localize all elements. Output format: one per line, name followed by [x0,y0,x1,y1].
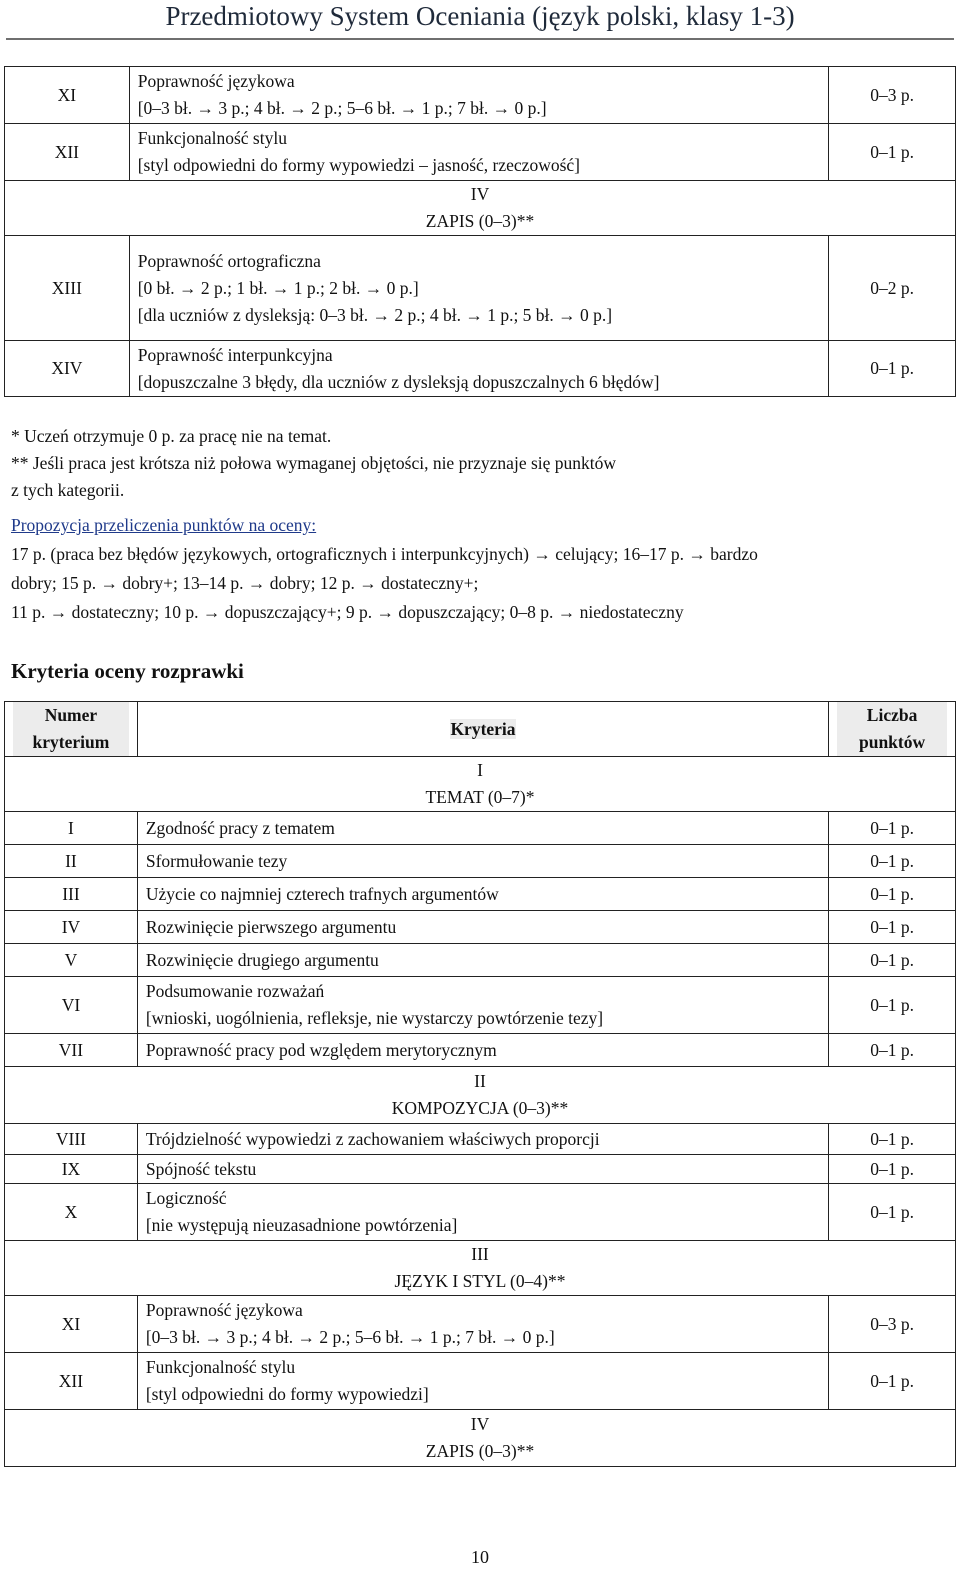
criterion-title: Poprawność językowa [137,71,295,91]
table-row [5,977,956,1034]
grade-conversion [11,541,941,626]
footnote-double-star-cont: z tych kategorii. [11,480,125,500]
section-title: ZAPIS (0–3)** [425,211,535,231]
grade-conversion-line: 17 p. (praca bez błędów językowych, ortograficznych i interpunkcyjnych) → celujący; 16–17 p. → bardzo [11,544,758,564]
criterion-text: Rozwinięcie pierwszego argumentu [137,911,828,944]
table-row [5,1184,956,1241]
section-header [5,181,956,236]
criterion-number: XIII [5,236,130,341]
criterion-number: VIII [5,1124,138,1155]
criterion-text [129,236,828,341]
criterion-text: Sformułowanie tezy [137,845,828,878]
criterion-title: Funkcjonalność stylu [145,1357,296,1377]
criterion-text [137,977,828,1034]
criterion-title: Logiczność [145,1188,227,1208]
table-row [5,236,956,341]
criterion-number: XII [5,1353,138,1410]
section-header [5,1410,956,1467]
criterion-number: XIV [5,341,130,397]
table-row [5,911,956,944]
criterion-text [137,1353,828,1410]
notes-block [11,423,941,626]
criterion-detail: [wnioski, uogólnienia, refleksje, nie wystarczy powtórzenie tezy] [145,1008,604,1028]
criterion-number: I [5,812,138,845]
section-number: I [477,760,483,780]
criterion-points: 0–1 p. [829,1353,956,1410]
table-row [5,341,956,397]
criterion-number: XI [5,67,130,124]
criterion-points: 0–1 p. [829,845,956,878]
footnote-double-star: ** Jeśli praca jest krótsza niż połowa wymaganej objętości, nie przyznaje się punktów [11,453,617,473]
criterion-points: 0–1 p. [829,1184,956,1241]
table-row [5,812,956,845]
criterion-detail: [0–3 bł. → 3 p.; 4 bł. → 2 p.; 5–6 bł. → 1 p.; 7 bł. → 0 p.] [145,1327,555,1347]
criterion-points: 0–1 p. [829,124,956,181]
criterion-points: 0–1 p. [829,1155,956,1184]
criterion-text: Trójdzielność wypowiedzi z zachowaniem właściwych proporcji [137,1124,828,1155]
column-header-label: Liczba [837,702,947,729]
criterion-points: 0–1 p. [829,812,956,845]
criterion-text [137,1184,828,1241]
criterion-number: II [5,845,138,878]
criterion-text: Rozwinięcie drugiego argumentu [137,944,828,977]
criterion-text: Poprawność pracy pod względem merytorycznym [137,1034,828,1067]
criterion-points: 0–3 p. [829,67,956,124]
criterion-points: 0–1 p. [829,977,956,1034]
footnote-single-star: * Uczeń otrzymuje 0 p. za pracę nie na temat. [11,426,332,446]
criterion-number: III [5,878,138,911]
section-header [5,1067,956,1124]
column-header-label: kryterium [13,729,129,756]
header-divider [6,38,954,40]
criterion-text: Zgodność pracy z tematem [137,812,828,845]
criterion-number: V [5,944,138,977]
criterion-detail: [styl odpowiedni do formy wypowiedzi – jasność, rzeczowość] [137,155,580,175]
section-title: TEMAT (0–7)* [425,787,535,807]
section-title: JĘZYK I STYL (0–4)** [394,1271,566,1291]
section-header [5,1241,956,1296]
table-row [5,1296,956,1353]
page-number: 10 [471,1547,489,1567]
criterion-detail: [dla uczniów z dysleksją: 0–3 bł. → 2 p.; 4 bł. → 1 p.; 5 bł. → 0 p.] [137,304,613,325]
criterion-number: X [5,1184,138,1241]
criterion-title: Poprawność interpunkcyjna [137,344,333,365]
criteria-table [4,701,956,1467]
criterion-title: Podsumowanie rozważań [145,981,325,1001]
section-number: III [471,1244,489,1264]
section-row [5,1241,956,1296]
criterion-points: 0–1 p. [829,341,956,397]
criterion-number: IX [5,1155,138,1184]
criterion-text: Spójność tekstu [137,1155,828,1184]
criterion-detail: [nie występują nieuzasadnione powtórzenia] [145,1215,458,1235]
criterion-text [129,67,828,124]
criterion-points: 0–1 p. [829,911,956,944]
criterion-title: Poprawność językowa [145,1300,303,1320]
criterion-points: 0–1 p. [829,878,956,911]
criterion-text: Użycie co najmniej czterech trafnych argumentów [137,878,828,911]
section-row [5,1410,956,1467]
column-header-points [829,702,956,757]
grade-conversion-title: Propozycja przeliczenia punktów na oceny: [11,515,317,535]
criterion-number: VII [5,1034,138,1067]
criterion-detail: [styl odpowiedni do formy wypowiedzi] [145,1384,429,1404]
criterion-points: 0–1 p. [829,1124,956,1155]
criterion-detail: [0 bł. → 2 p.; 1 bł. → 1 p.; 2 bł. → 0 p.] [137,277,419,298]
section-row [5,181,956,236]
criterion-number: XII [5,124,130,181]
column-header-criteria: Kryteria [137,702,828,757]
criterion-text [137,1296,828,1353]
table-row [5,1034,956,1067]
section-number: II [474,1071,486,1091]
grade-conversion-line: 11 p. → dostateczny; 10 p. → dopuszczający+; 9 p. → dopuszczający; 0–8 p. → niedostateczny [11,602,684,622]
criterion-number: XI [5,1296,138,1353]
page-header [0,0,960,38]
criterion-points: 0–1 p. [829,1034,956,1067]
column-header-label: Numer [13,702,129,729]
criterion-title: Poprawność ortograficzna [137,250,321,271]
column-header-label: punktów [837,729,947,756]
criterion-points: 0–1 p. [829,944,956,977]
criterion-text [129,124,828,181]
table-row [5,878,956,911]
table-row [5,124,956,181]
section-row [5,1067,956,1124]
criterion-detail: [dopuszczalne 3 błędy, dla uczniów z dysleksją dopuszczalnych 6 błędów] [137,371,660,392]
criterion-points: 0–2 p. [829,236,956,341]
table-row [5,944,956,977]
table-row [5,67,956,124]
criterion-title: Funkcjonalność stylu [137,128,287,148]
table-row [5,845,956,878]
section-row [5,757,956,812]
section-heading: Kryteria oceny rozprawki [11,659,244,683]
section-title: KOMPOZYCJA (0–3)** [391,1098,569,1118]
table-header-row [5,702,956,757]
criteria-table-continued [4,66,956,397]
section-title: ZAPIS (0–3)** [425,1441,535,1461]
criterion-detail: [0–3 bł. → 3 p.; 4 bł. → 2 p.; 5–6 bł. → 1 p.; 7 bł. → 0 p.] [137,98,547,118]
table-row [5,1353,956,1410]
column-header-number [5,702,138,757]
criterion-number: IV [5,911,138,944]
section-number: IV [470,184,490,204]
criterion-points: 0–3 p. [829,1296,956,1353]
grade-conversion-line: dobry; 15 p. → dobry+; 13–14 p. → dobry; 12 p. → dostateczny+; [11,573,479,593]
criterion-number: VI [5,977,138,1034]
page-header-title: Przedmiotowy System Oceniania (język polski, klasy 1-3) [165,1,795,31]
table-row [5,1155,956,1184]
table-row [5,1124,956,1155]
section-header [5,757,956,812]
section-number: IV [470,1414,490,1434]
criterion-text [129,341,828,397]
